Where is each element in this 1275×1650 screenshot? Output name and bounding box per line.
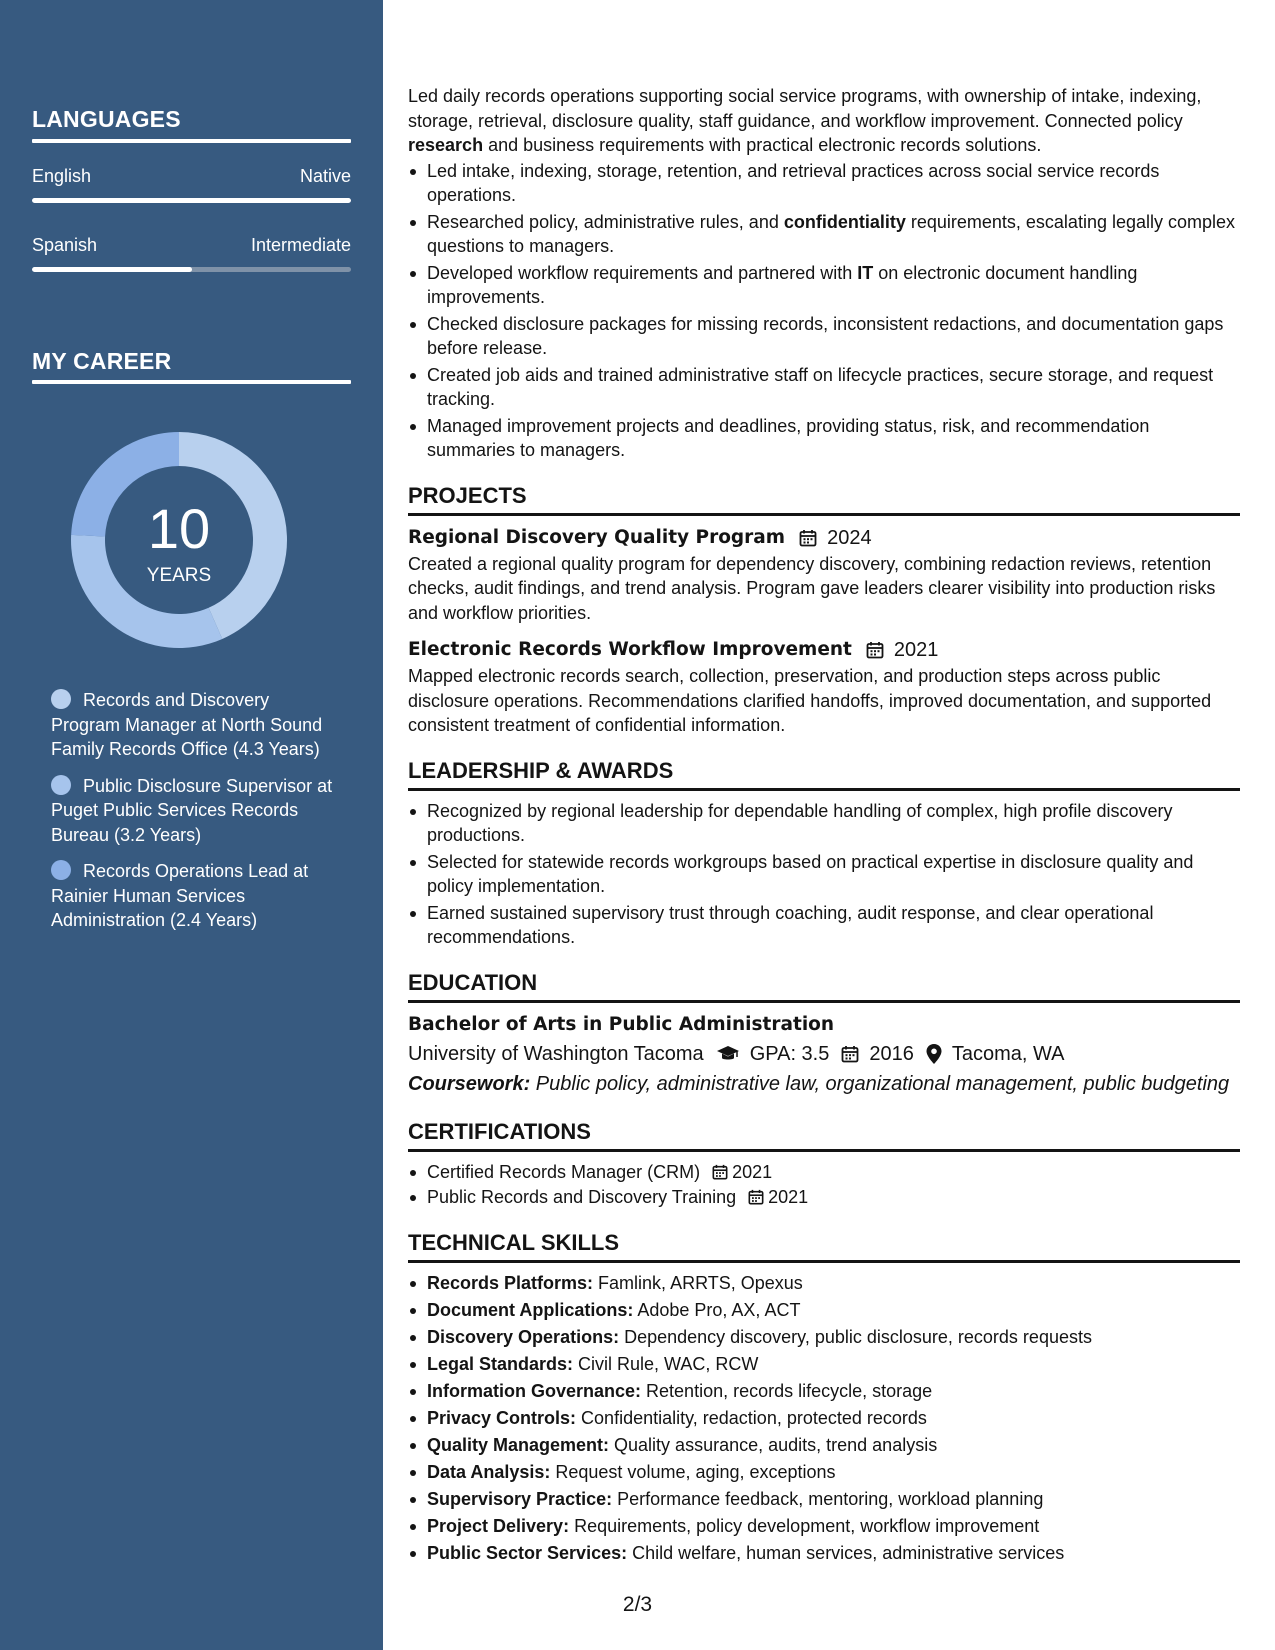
projects-heading: PROJECTS bbox=[408, 483, 1240, 516]
language-level: Intermediate bbox=[250, 235, 351, 255]
skill-label: Data Analysis: bbox=[427, 1461, 551, 1482]
skill-value: Famlink, ARRTS, Opexus bbox=[593, 1272, 803, 1293]
skill-value: Dependency discovery, public disclosure, records requests bbox=[619, 1326, 1092, 1347]
skill-item bbox=[408, 1460, 1240, 1485]
summary-bold: research bbox=[408, 135, 484, 155]
bullet-bold: IT bbox=[857, 262, 874, 283]
skill-value: Child welfare, human services, administrative services bbox=[627, 1542, 1065, 1563]
technical-skills-heading: TECHNICAL SKILLS bbox=[408, 1230, 1240, 1263]
skill-label: Information Governance: bbox=[427, 1380, 642, 1401]
career-legend-item bbox=[51, 688, 341, 762]
skill-item bbox=[408, 1298, 1240, 1323]
skill-label: Quality Management: bbox=[427, 1434, 610, 1455]
education-heading: EDUCATION bbox=[408, 970, 1240, 1003]
education-degree: Bachelor of Arts in Public Administration bbox=[408, 1013, 835, 1035]
education-school: University of Washington Tacoma bbox=[408, 1042, 704, 1065]
skill-value: Retention, records lifecycle, storage bbox=[641, 1380, 933, 1401]
skill-item bbox=[408, 1487, 1240, 1512]
legend-dot bbox=[51, 775, 71, 795]
calendar-icon bbox=[841, 1045, 859, 1063]
language-level: Native bbox=[299, 166, 351, 186]
skill-value: Civil Rule, WAC, RCW bbox=[573, 1353, 759, 1374]
career-legend bbox=[51, 688, 341, 945]
project-description: Created a regional quality program for dependency discovery, combining redaction reviews, retention checks, audit findings, and trend analysis. Program gave leaders clearer visibility into production risks and workflow priorities. bbox=[408, 553, 1216, 623]
language-name: Spanish bbox=[32, 235, 98, 255]
project-year: 2024 bbox=[827, 526, 872, 549]
career-legend-item bbox=[51, 859, 341, 933]
career-donut-chart bbox=[66, 427, 292, 653]
skill-label: Legal Standards: bbox=[427, 1353, 574, 1374]
bullet-text: on electronic document handling improvements. bbox=[427, 262, 1138, 307]
skill-item bbox=[408, 1352, 1240, 1377]
experience-summary bbox=[408, 84, 1240, 158]
leadership-bullet: Selected for statewide records workgroups based on practical expertise in disclosure quality and policy implementation. bbox=[408, 850, 1240, 899]
legend-dot bbox=[51, 689, 71, 709]
experience-bullet bbox=[408, 261, 1240, 310]
experience-bullets bbox=[408, 159, 1240, 463]
leadership-heading: LEADERSHIP & AWARDS bbox=[408, 758, 1240, 791]
skill-value: Confidentiality, redaction, protected records bbox=[576, 1407, 927, 1428]
certification-year: 2021 bbox=[768, 1187, 809, 1207]
career-heading: MY CAREER bbox=[32, 348, 172, 374]
technical-skills-list bbox=[408, 1271, 1240, 1566]
calendar-icon bbox=[712, 1164, 728, 1180]
education-coursework bbox=[408, 1069, 1240, 1099]
career-legend-label: Public Disclosure Supervisor at Puget Public Services Records Bureau (3.2 Years) bbox=[51, 775, 333, 845]
skill-value: Performance feedback, mentoring, workload planning bbox=[612, 1488, 1044, 1509]
skill-label: Project Delivery: bbox=[427, 1515, 570, 1536]
skill-value: Requirements, policy development, workflow improvement bbox=[569, 1515, 1040, 1536]
experience-bullet bbox=[408, 159, 1240, 208]
project-title-row bbox=[408, 524, 1240, 552]
language-proficiency-bar-spanish bbox=[32, 267, 351, 272]
experience-bullet bbox=[408, 210, 1240, 259]
language-row-english bbox=[32, 166, 351, 187]
project-year: 2021 bbox=[893, 639, 939, 661]
language-row-spanish bbox=[32, 235, 351, 256]
bullet-text: requirements, escalating legally complex questions to managers. bbox=[427, 211, 1236, 256]
languages-heading: LANGUAGES bbox=[32, 106, 181, 132]
summary-text: Led daily records operations supporting social service programs, with ownership of intake, indexing, storage, retrieval, disclosure quality, staff guidance, and workflow improvement. Connected policy bbox=[408, 86, 1202, 131]
skill-value: Quality assurance, audits, trend analysis bbox=[609, 1434, 938, 1455]
skill-label: Records Platforms: bbox=[427, 1272, 594, 1293]
education-gpa: GPA: 3.5 bbox=[749, 1042, 830, 1065]
certifications-heading: CERTIFICATIONS bbox=[408, 1119, 1240, 1152]
leadership-bullet: Recognized by regional leadership for dependable handling of complex, high profile discovery productions. bbox=[408, 799, 1240, 848]
bullet-text: Managed improvement projects and deadlines, providing status, risk, and recommendation summaries to managers. bbox=[427, 415, 1150, 460]
coursework-text: Public policy, administrative law, organizational management, public budgeting bbox=[530, 1072, 1230, 1095]
coursework-label: Coursework: bbox=[408, 1072, 531, 1095]
skill-item bbox=[408, 1406, 1240, 1431]
education-year: 2016 bbox=[869, 1042, 914, 1065]
graduation-cap-icon bbox=[716, 1045, 740, 1063]
language-proficiency-fill bbox=[32, 198, 351, 203]
calendar-icon bbox=[799, 529, 817, 547]
skill-item bbox=[408, 1325, 1240, 1350]
skill-item bbox=[408, 1379, 1240, 1404]
skill-label: Public Sector Services: bbox=[427, 1542, 628, 1563]
calendar-icon bbox=[748, 1189, 764, 1205]
career-legend-label: Records and Discovery Program Manager at North Sound Family Records Office (4.3 Years) bbox=[51, 690, 323, 759]
map-pin-icon bbox=[926, 1044, 942, 1064]
experience-bullet bbox=[408, 312, 1240, 361]
language-proficiency-fill bbox=[32, 267, 192, 272]
main-content bbox=[408, 84, 1240, 1568]
certification-name: Public Records and Discovery Training bbox=[427, 1187, 737, 1207]
skill-item bbox=[408, 1514, 1240, 1539]
page-number: 2/3 bbox=[622, 1593, 653, 1616]
calendar-icon bbox=[866, 641, 884, 659]
bullet-text: Created job aids and trained administrative staff on lifecycle practices, secure storage, and request tracking. bbox=[427, 364, 1214, 409]
certification-year: 2021 bbox=[732, 1161, 773, 1182]
career-total-number: 10 bbox=[147, 497, 211, 560]
experience-bullet bbox=[408, 414, 1240, 463]
career-legend-item bbox=[51, 774, 341, 848]
certification-name: Certified Records Manager (CRM) bbox=[427, 1161, 701, 1182]
language-name: English bbox=[32, 166, 92, 186]
career-total-unit: YEARS bbox=[146, 565, 212, 586]
language-proficiency-bar-english bbox=[32, 198, 351, 203]
sidebar bbox=[0, 0, 383, 1650]
skill-item bbox=[408, 1433, 1240, 1458]
skill-label: Document Applications: bbox=[427, 1299, 634, 1320]
skill-label: Supervisory Practice: bbox=[427, 1488, 613, 1509]
leadership-bullets bbox=[408, 799, 1240, 950]
legend-dot bbox=[51, 860, 71, 880]
leadership-bullet: Earned sustained supervisory trust through coaching, audit response, and clear operational recommendations. bbox=[408, 901, 1240, 950]
project-title: Electronic Records Workflow Improvement bbox=[408, 639, 852, 660]
skill-item bbox=[408, 1271, 1240, 1296]
certification-item bbox=[408, 1185, 1240, 1210]
bullet-text: Researched policy, administrative rules, and bbox=[427, 211, 784, 232]
bullet-text: Checked disclosure packages for missing records, inconsistent redactions, and documentation gaps before release. bbox=[427, 313, 1224, 358]
project-title: Regional Discovery Quality Program bbox=[408, 526, 786, 548]
skill-item bbox=[408, 1541, 1240, 1566]
certification-item bbox=[408, 1160, 1240, 1185]
career-legend-label: Records Operations Lead at Rainier Human Services Administration (2.4 Years) bbox=[51, 861, 309, 930]
bullet-text: Developed workflow requirements and partnered with bbox=[427, 262, 858, 283]
career-heading-rule bbox=[32, 380, 351, 384]
summary-text: and business requirements with practical electronic records solutions. bbox=[483, 135, 1042, 155]
education-details bbox=[408, 1039, 1240, 1069]
education-location: Tacoma, WA bbox=[951, 1042, 1065, 1065]
bullet-text: Led intake, indexing, storage, retention, and retrieval practices across social service records operations. bbox=[427, 160, 1160, 205]
skill-label: Privacy Controls: bbox=[427, 1407, 577, 1428]
bullet-bold: confidentiality bbox=[783, 211, 906, 232]
languages-heading-rule bbox=[32, 139, 351, 143]
skill-value: Request volume, aging, exceptions bbox=[550, 1461, 836, 1482]
certifications-list bbox=[408, 1160, 1240, 1210]
project-description: Mapped electronic records search, collection, preservation, and production steps across public disclosure operations. Recommendations clarified handoffs, improved documentation, and supported consistent treatment of confidential information. bbox=[408, 666, 1212, 735]
project-title-row bbox=[408, 636, 1240, 664]
experience-bullet bbox=[408, 363, 1240, 412]
skill-label: Discovery Operations: bbox=[427, 1326, 620, 1347]
skill-value: Adobe Pro, AX, ACT bbox=[633, 1299, 801, 1320]
